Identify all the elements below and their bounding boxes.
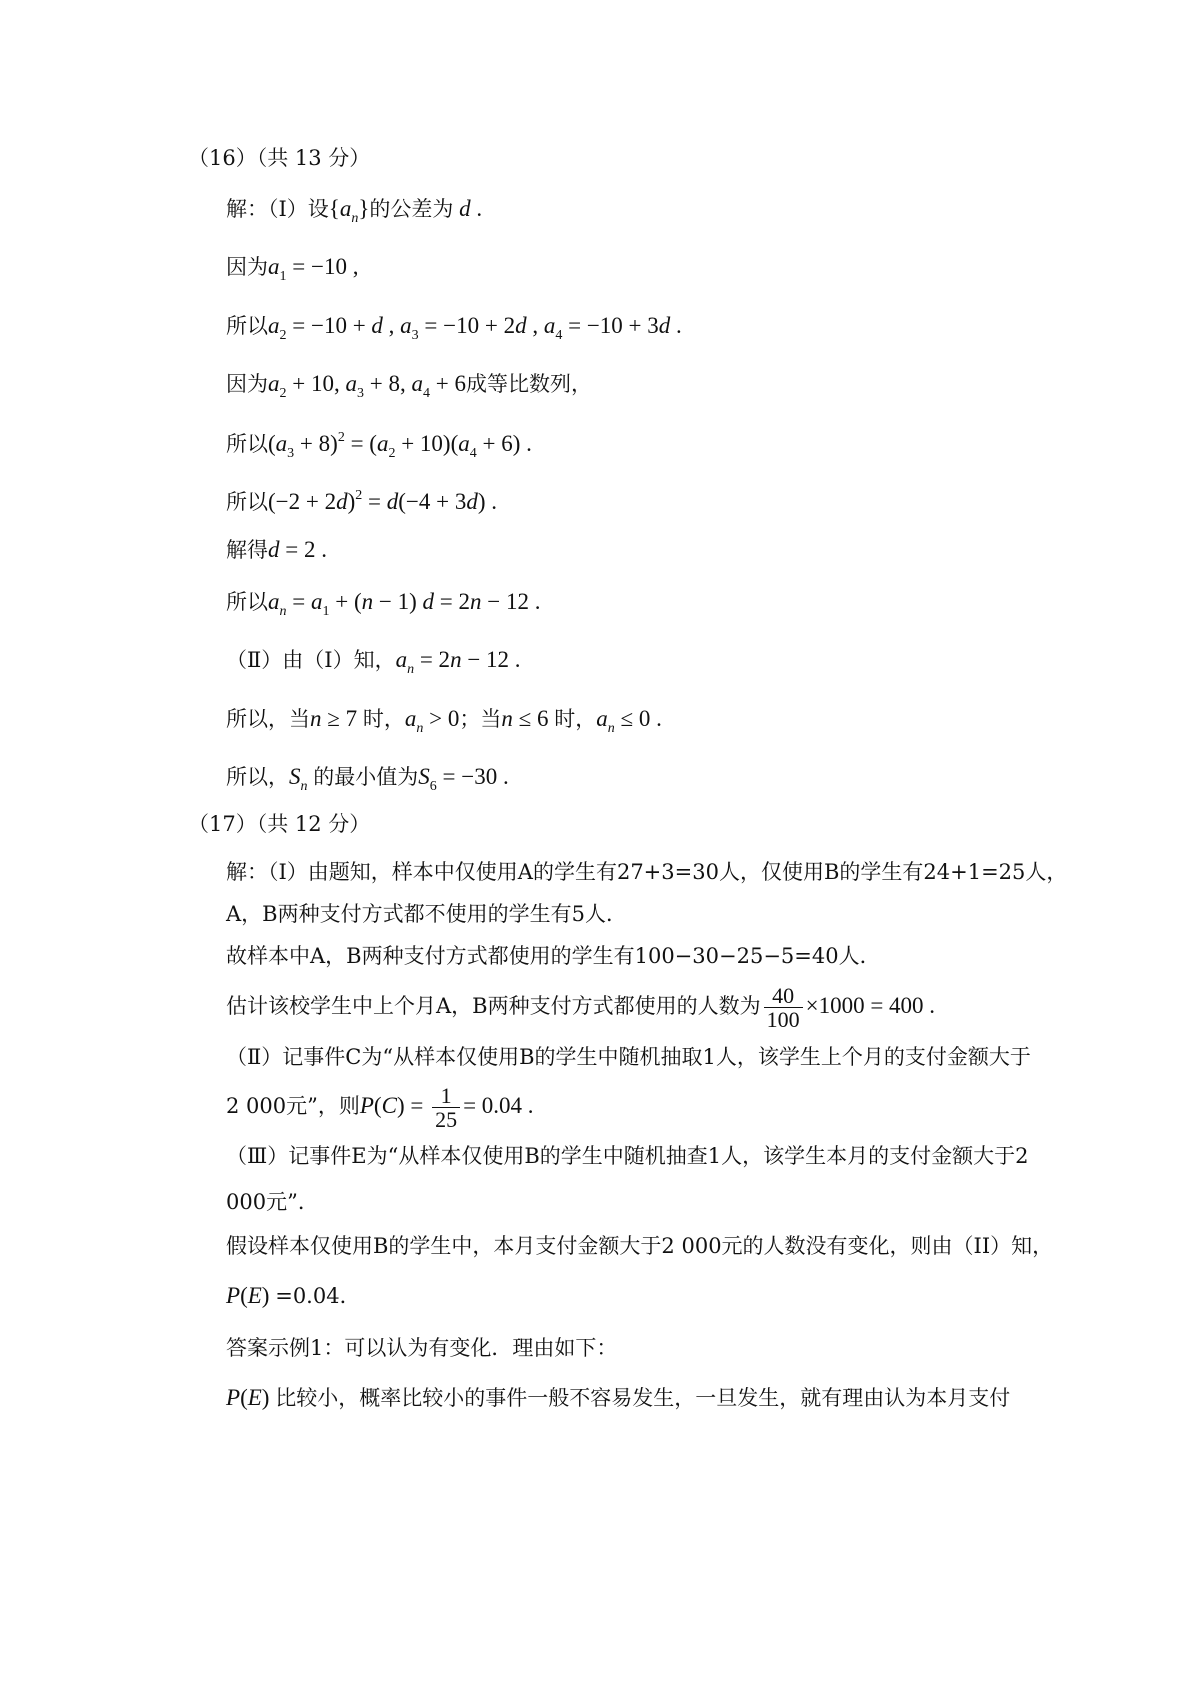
q17-para-7: （Ⅲ）记事件E为“从样本仅使用B的学生中随机抽查1人，该学生本月的支付金额大于2	[226, 1144, 1029, 1168]
q16-line-6: 所以$(-2 + 2d)^2 = d(-4 + 3d)$ .	[226, 488, 498, 514]
fraction-1-over-25: $\frac{1}{25}$	[432, 1084, 460, 1131]
q16-line-5: 所以$(a_3 + 8)^2 = (a_2 + 10)(a_4 + 6)$ .	[226, 430, 532, 461]
q17-para-3: 故样本中A，B两种支付方式都使用的学生有100−30−25−5=40人．	[226, 944, 881, 968]
q16-line-9: （Ⅱ）由（Ⅰ）知，$a_n = 2n - 12$ .	[226, 647, 521, 677]
q17-para-2: A，B两种支付方式都不使用的学生有5人．	[226, 902, 627, 926]
q17-para-5: （Ⅱ）记事件C为“从样本仅使用B的学生中随机抽取1人，该学生上个月的支付金额大于	[226, 1045, 1031, 1069]
q16-line-10: 所以，当n ≥ 7 时，$a_n > 0$；当n ≤ 6 时，$a_n \le 0$ .	[226, 706, 662, 736]
q16-line-2: 因为$a_1 = -10$ ,	[226, 254, 359, 284]
q16-line-7: 解得d = 2 .	[226, 537, 327, 562]
q17-para-9: 假设样本仅使用B的学生中，本月支付金额大于2 000元的人数没有变化，则由（II）知，	[226, 1234, 1054, 1258]
q17-header: （17）（共 12 分）	[188, 812, 371, 836]
q17-para-11: 答案示例1：可以认为有变化．理由如下：	[226, 1336, 618, 1360]
q17-para-4: 估计该校学生中上个月A，B两种支付方式都使用的人数为 $\frac{40}{100}$ ×1000 = 400 .	[226, 983, 936, 1033]
q16-line-11: 所以，$S_n$ 的最小值为$S_6 = -30$ .	[226, 764, 509, 794]
q17-para-12: P(E) 比较小，概率比较小的事件一般不容易发生，一旦发生，就有理由认为本月支付	[226, 1385, 1011, 1410]
q16-line-3: 所以$a_2 = -10 + d$ , $a_3 = -10 + 2d$ , $a_4 = -10 + 3d$ .	[226, 313, 682, 343]
q16-header: （16）（共 13 分）	[188, 146, 371, 170]
q17-para-8: 000元”．	[226, 1190, 319, 1214]
q16-line-1: 解：（Ⅰ）设$\{a_n\}$的公差为 d .	[226, 196, 483, 226]
q17-para-6: 2 000元”，则P(C) = $\frac{1}{25}$ = 0.04 .	[226, 1083, 534, 1133]
q16-line-8: 所以$a_n = a_1 + (n - 1) d = 2n - 12$ .	[226, 589, 541, 619]
q16-line-4: 因为$a_2 + 10$, $a_3 + 8$, $a_4 + 6$成等比数列，	[226, 371, 592, 401]
fraction-40-over-100: $\frac{40}{100}$	[764, 984, 803, 1031]
q17-para-10: P(E) =0.04．	[226, 1283, 361, 1308]
q17-para-1: 解：（Ⅰ）由题知，样本中仅使用A的学生有27+3=30人，仅使用B的学生有24+1=25人，	[226, 860, 1068, 884]
